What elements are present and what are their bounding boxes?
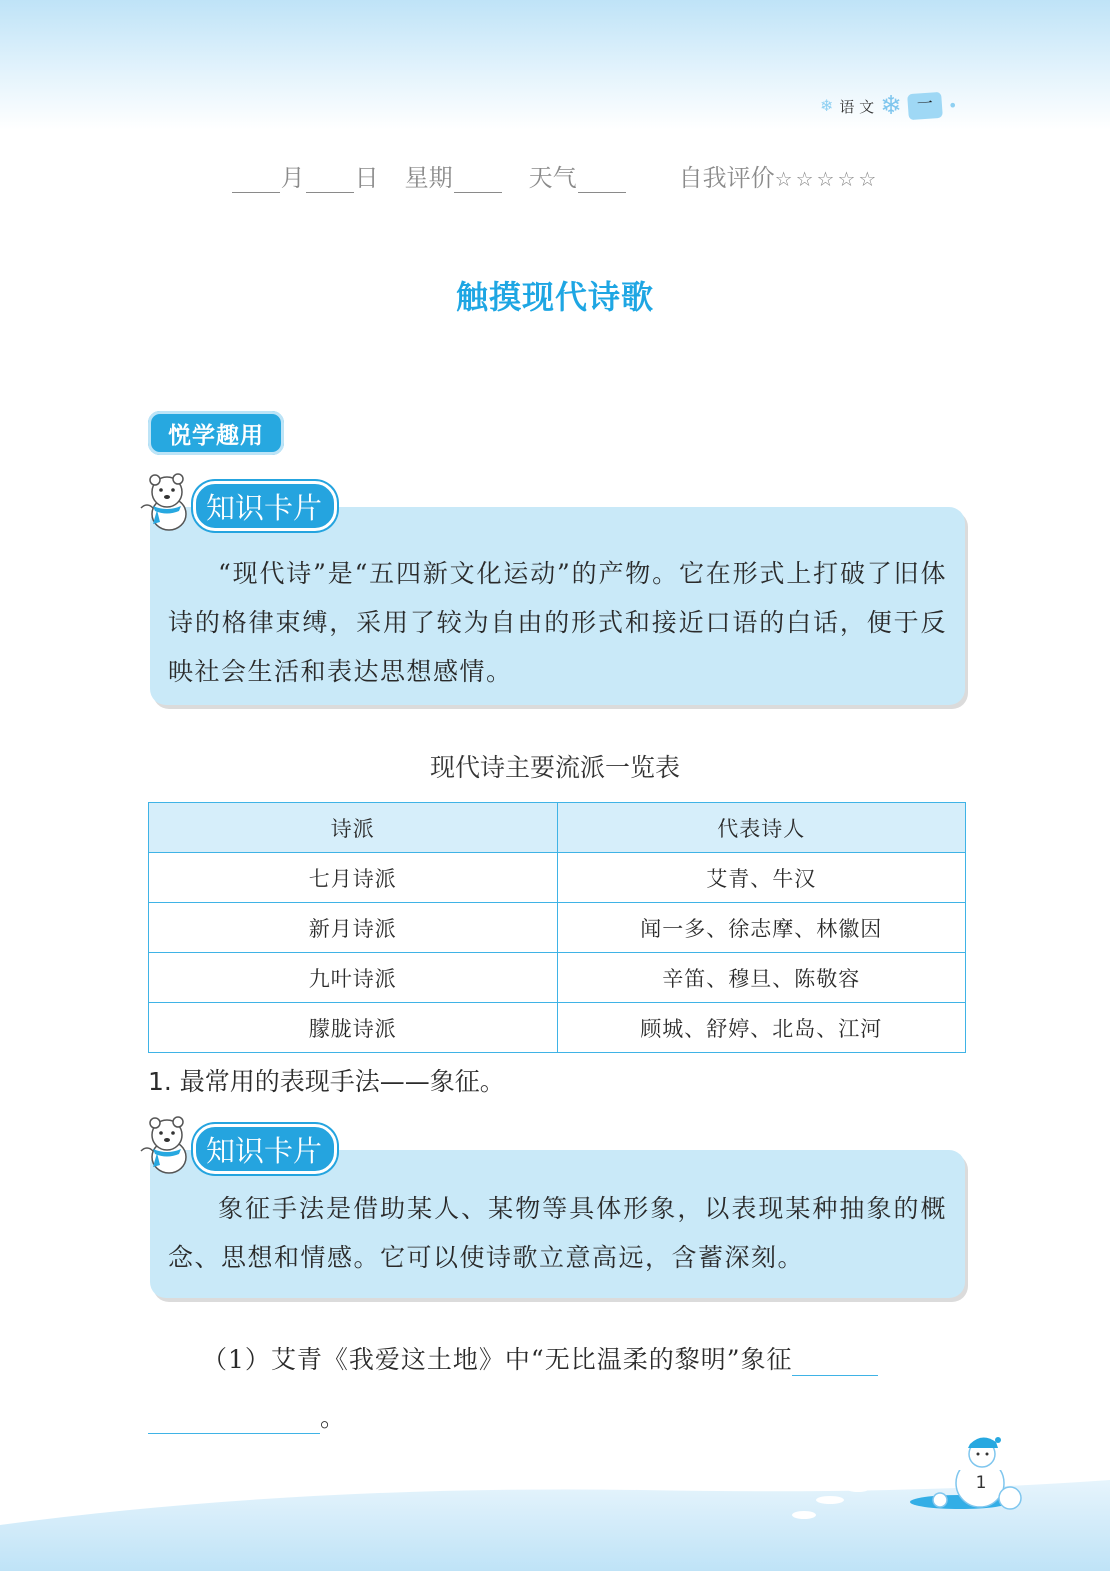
date-line xyxy=(0,158,1110,193)
weekday-label: 星期 xyxy=(404,164,453,192)
poets-cell: 辛笛、穆旦、陈敬容 xyxy=(557,953,966,1003)
poets-cell: 艾青、牛汉 xyxy=(557,853,966,903)
school-cell: 新月诗派 xyxy=(149,903,558,953)
poets-cell: 闻一多、徐志摩、林徽因 xyxy=(557,903,966,953)
polar-bear-icon xyxy=(133,1113,199,1179)
weather-blank[interactable] xyxy=(578,168,626,193)
school-cell: 朦胧诗派 xyxy=(149,1003,558,1053)
weather-label: 天气 xyxy=(528,164,577,192)
knowledge-card xyxy=(150,507,965,705)
question-text: （1）艾青《我爱这土地》中“无比温柔的黎明”象征 xyxy=(202,1345,793,1374)
question-end: 。 xyxy=(320,1403,346,1432)
table-caption: 现代诗主要流派一览表 xyxy=(429,753,680,782)
school-cell: 九叶诗派 xyxy=(149,953,558,1003)
snow-ground-decoration xyxy=(0,1470,1110,1571)
point-heading: 1. 最常用的表现手法——象征。 xyxy=(148,1067,505,1096)
card-text: “现代诗”是“五四新文化运动”的产物。它在形式上打破了旧体诗的格律束缚，采用了较为自由的形式和接近口语的白话，便于反映社会生活和表达思想感情。 xyxy=(168,559,947,686)
table-row xyxy=(149,853,966,903)
column-header: 代表诗人 xyxy=(557,803,966,853)
month-label: 月 xyxy=(280,164,305,192)
day-label: 日 xyxy=(354,164,379,192)
polar-bear-icon xyxy=(133,470,199,536)
school-cell: 七月诗派 xyxy=(149,853,558,903)
rating-stars[interactable]: ☆☆☆☆☆ xyxy=(774,167,880,191)
table-row xyxy=(149,953,966,1003)
page-number: 1 xyxy=(975,1473,987,1493)
column-header: 诗派 xyxy=(149,803,558,853)
subject-header xyxy=(820,91,958,121)
table-row xyxy=(149,903,966,953)
section-badge: 悦学趣用 xyxy=(148,411,284,455)
subject-label: 语 文 xyxy=(839,97,875,116)
table-row xyxy=(149,1003,966,1053)
snowflake-icon: ❄ xyxy=(880,91,902,121)
poets-cell: 顾城、舒婷、北岛、江河 xyxy=(557,1003,966,1053)
question-1-continued xyxy=(148,1398,345,1434)
snowflake-icon: • xyxy=(947,96,958,115)
snowflake-icon: ❄ xyxy=(820,96,834,115)
card-label: 知识卡片 xyxy=(193,481,337,531)
unit-tag: 一 xyxy=(907,92,943,120)
month-blank[interactable] xyxy=(232,168,280,193)
answer-blank[interactable] xyxy=(792,1345,878,1376)
answer-blank[interactable] xyxy=(148,1403,320,1434)
table-header-row xyxy=(149,803,966,853)
day-blank[interactable] xyxy=(306,168,354,193)
snowman-icon xyxy=(960,1432,1004,1468)
question-1 xyxy=(202,1340,968,1376)
weekday-blank[interactable] xyxy=(454,168,502,193)
page-title: 触摸现代诗歌 xyxy=(455,278,654,316)
self-eval-label: 自我评价 xyxy=(678,164,775,192)
card-text: 象征手法是借助某人、某物等具体形象，以表现某种抽象的概念、思想和情感。它可以使诗歌立意高远，含蓄深刻。 xyxy=(168,1194,947,1272)
poetry-schools-table xyxy=(148,802,966,1053)
card-label: 知识卡片 xyxy=(193,1124,337,1174)
